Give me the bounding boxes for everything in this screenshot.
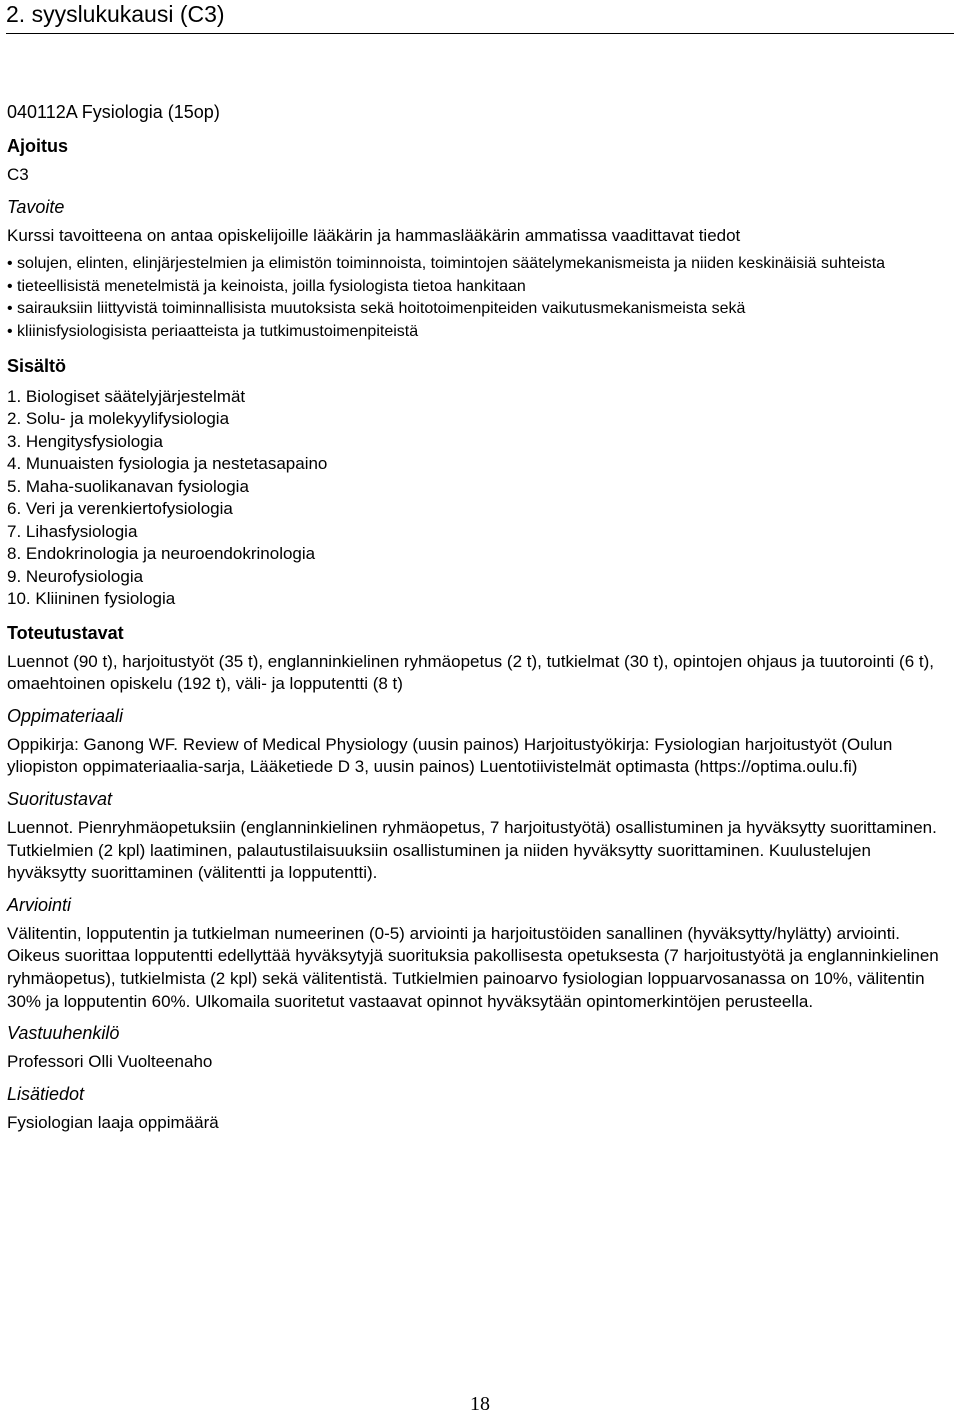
oppimateriaali-text: Oppikirja: Ganong WF. Review of Medical Physiology (uusin painos) Harjoitustyökirja: Fysiologian harjoitustyöt (Oulun yliopiston oppimateriaalia-sarja, Lääketiede D 3, uusin painos) Luentotiivistelmät optimasta (https://optima.oulu.fi) <box>7 734 893 777</box>
list-item: 2. Solu- ja molekyylifysiologia <box>7 409 230 429</box>
lisatiedot-text: Fysiologian laaja oppimäärä <box>7 1112 219 1132</box>
list-item: 8. Endokrinologia ja neuroendokrinologia <box>7 544 316 564</box>
section-heading-lisatiedot: Lisätiedot <box>7 1083 85 1104</box>
list-item: 7. Lihasfysiologia <box>7 521 138 541</box>
chapter-divider <box>6 33 954 34</box>
list-item: 3. Hengitysfysiologia <box>7 431 163 451</box>
list-item: 5. Maha-suolikanavan fysiologia <box>7 476 249 496</box>
bullet-text: sairauksiin liittyvistä toiminnallisista muutoksista sekä hoitotoimenpiteiden vaikutusmekanismeista sekä <box>17 300 746 318</box>
section-heading-oppimateriaali: Oppimateriaali <box>7 705 124 726</box>
list-item: • tieteellisistä menetelmistä ja keinoista, joilla fysiologista tietoa hankitaan <box>7 277 526 295</box>
section-heading-arviointi: Arviointi <box>7 894 72 915</box>
list-item: 1. Biologiset säätelyjärjestelmät <box>7 386 246 406</box>
section-heading-sisalto: Sisältö <box>7 355 67 376</box>
bullet-text: tieteellisistä menetelmistä ja keinoista, joilla fysiologista tietoa hankitaan <box>17 277 526 295</box>
list-item: 10. Kliininen fysiologia <box>7 589 176 609</box>
list-item: • kliinisfysiologisista periaatteista ja tutkimustoimenpiteistä <box>7 322 419 340</box>
sisalto-list <box>7 386 953 611</box>
list-item: • sairauksiin liittyvistä toiminnallisista muutoksista sekä hoitotoimenpiteiden vaikutusmekanismeista sekä <box>7 300 746 318</box>
toteutustavat-text: Luennot (90 t), harjoitustyöt (35 t), englanninkielinen ryhmäopetus (2 t), tutkielmat (30 t), opintojen ohjaus ja tuutorointi (6 t), omaehtoinen opiskelu (192 t), väli- ja lopputentti (8 t) <box>7 651 934 694</box>
ajoitus-text: C3 <box>7 165 29 184</box>
list-item: • solujen, elinten, elinjärjestelmien ja elimistön toiminnoista, toimintojen säätelymekanismeista ja niiden keskinäisiä suhteista <box>7 255 886 273</box>
list-item: 4. Munuaisten fysiologia ja nestetasapaino <box>7 454 328 474</box>
section-heading-ajoitus: Ajoitus <box>7 136 68 156</box>
tavoite-intro: Kurssi tavoitteena on antaa opiskelijoille lääkärin ja hammaslääkärin ammatissa vaadittavat tiedot <box>7 225 741 245</box>
vastuuhenkilo-text: Professori Olli Vuolteenaho <box>7 1052 213 1072</box>
suoritustavat-text: Luennot. Pienryhmäopetuksiin (englanninkielinen ryhmäopetus, 7 harjoitustyötä) osallistuminen ja hyväksytty suorittaminen. Tutkielmien (2 kpl) laatiminen, palautustilaisuuksiin osallistuminen ja niiden hyväksytty suorittaminen. Kuulustelujen hyväksytty suorittaminen (välitentti ja lopputentti). <box>7 817 937 883</box>
section-heading-suoritustavat: Suoritustavat <box>7 788 113 809</box>
bullet-text: kliinisfysiologisista periaatteista ja tutkimustoimenpiteistä <box>17 322 419 340</box>
section-heading-vastuuhenkilo: Vastuuhenkilö <box>7 1023 120 1044</box>
section-heading-toteutustavat: Toteutustavat <box>7 622 124 643</box>
arviointi-text: Välitentin, lopputentin ja tutkielman numeerinen (0-5) arviointi ja harjoitustöiden sanallinen (hyväksytty/hylätty) arviointi. Oikeus suorittaa lopputentti edellyttää hyväksytyjä suorituksia pakollisesta opetuksesta (7 harjoitustyötä ja englanninkielinen ryhmäopetus), tutkielmista (2 kpl) sekä välitentistä. Tutkielmien painoarvo fysiologian loppuarvosanassa on 10%, välitentin 30% ja lopputentin 60%. Ulkomaila suoritetut vastaavat opinnot hyväksytään opintomerkintöjen perusteella. <box>7 923 939 1011</box>
chapter-title: 2. syyslukukausi (C3) <box>6 1 225 27</box>
tavoite-bullet-list <box>7 253 953 343</box>
course-description <box>7 100 953 1140</box>
course-title: 040112A Fysiologia (15op) <box>7 102 220 122</box>
list-item: 6. Veri ja verenkiertofysiologia <box>7 499 233 519</box>
list-item: 9. Neurofysiologia <box>7 566 144 586</box>
section-heading-tavoite: Tavoite <box>7 196 65 217</box>
bullet-text: solujen, elinten, elinjärjestelmien ja elimistön toiminnoista, toimintojen säätelymekanismeista ja niiden keskinäisiä suhteista <box>17 255 886 273</box>
page-number: 18 <box>470 1393 490 1415</box>
